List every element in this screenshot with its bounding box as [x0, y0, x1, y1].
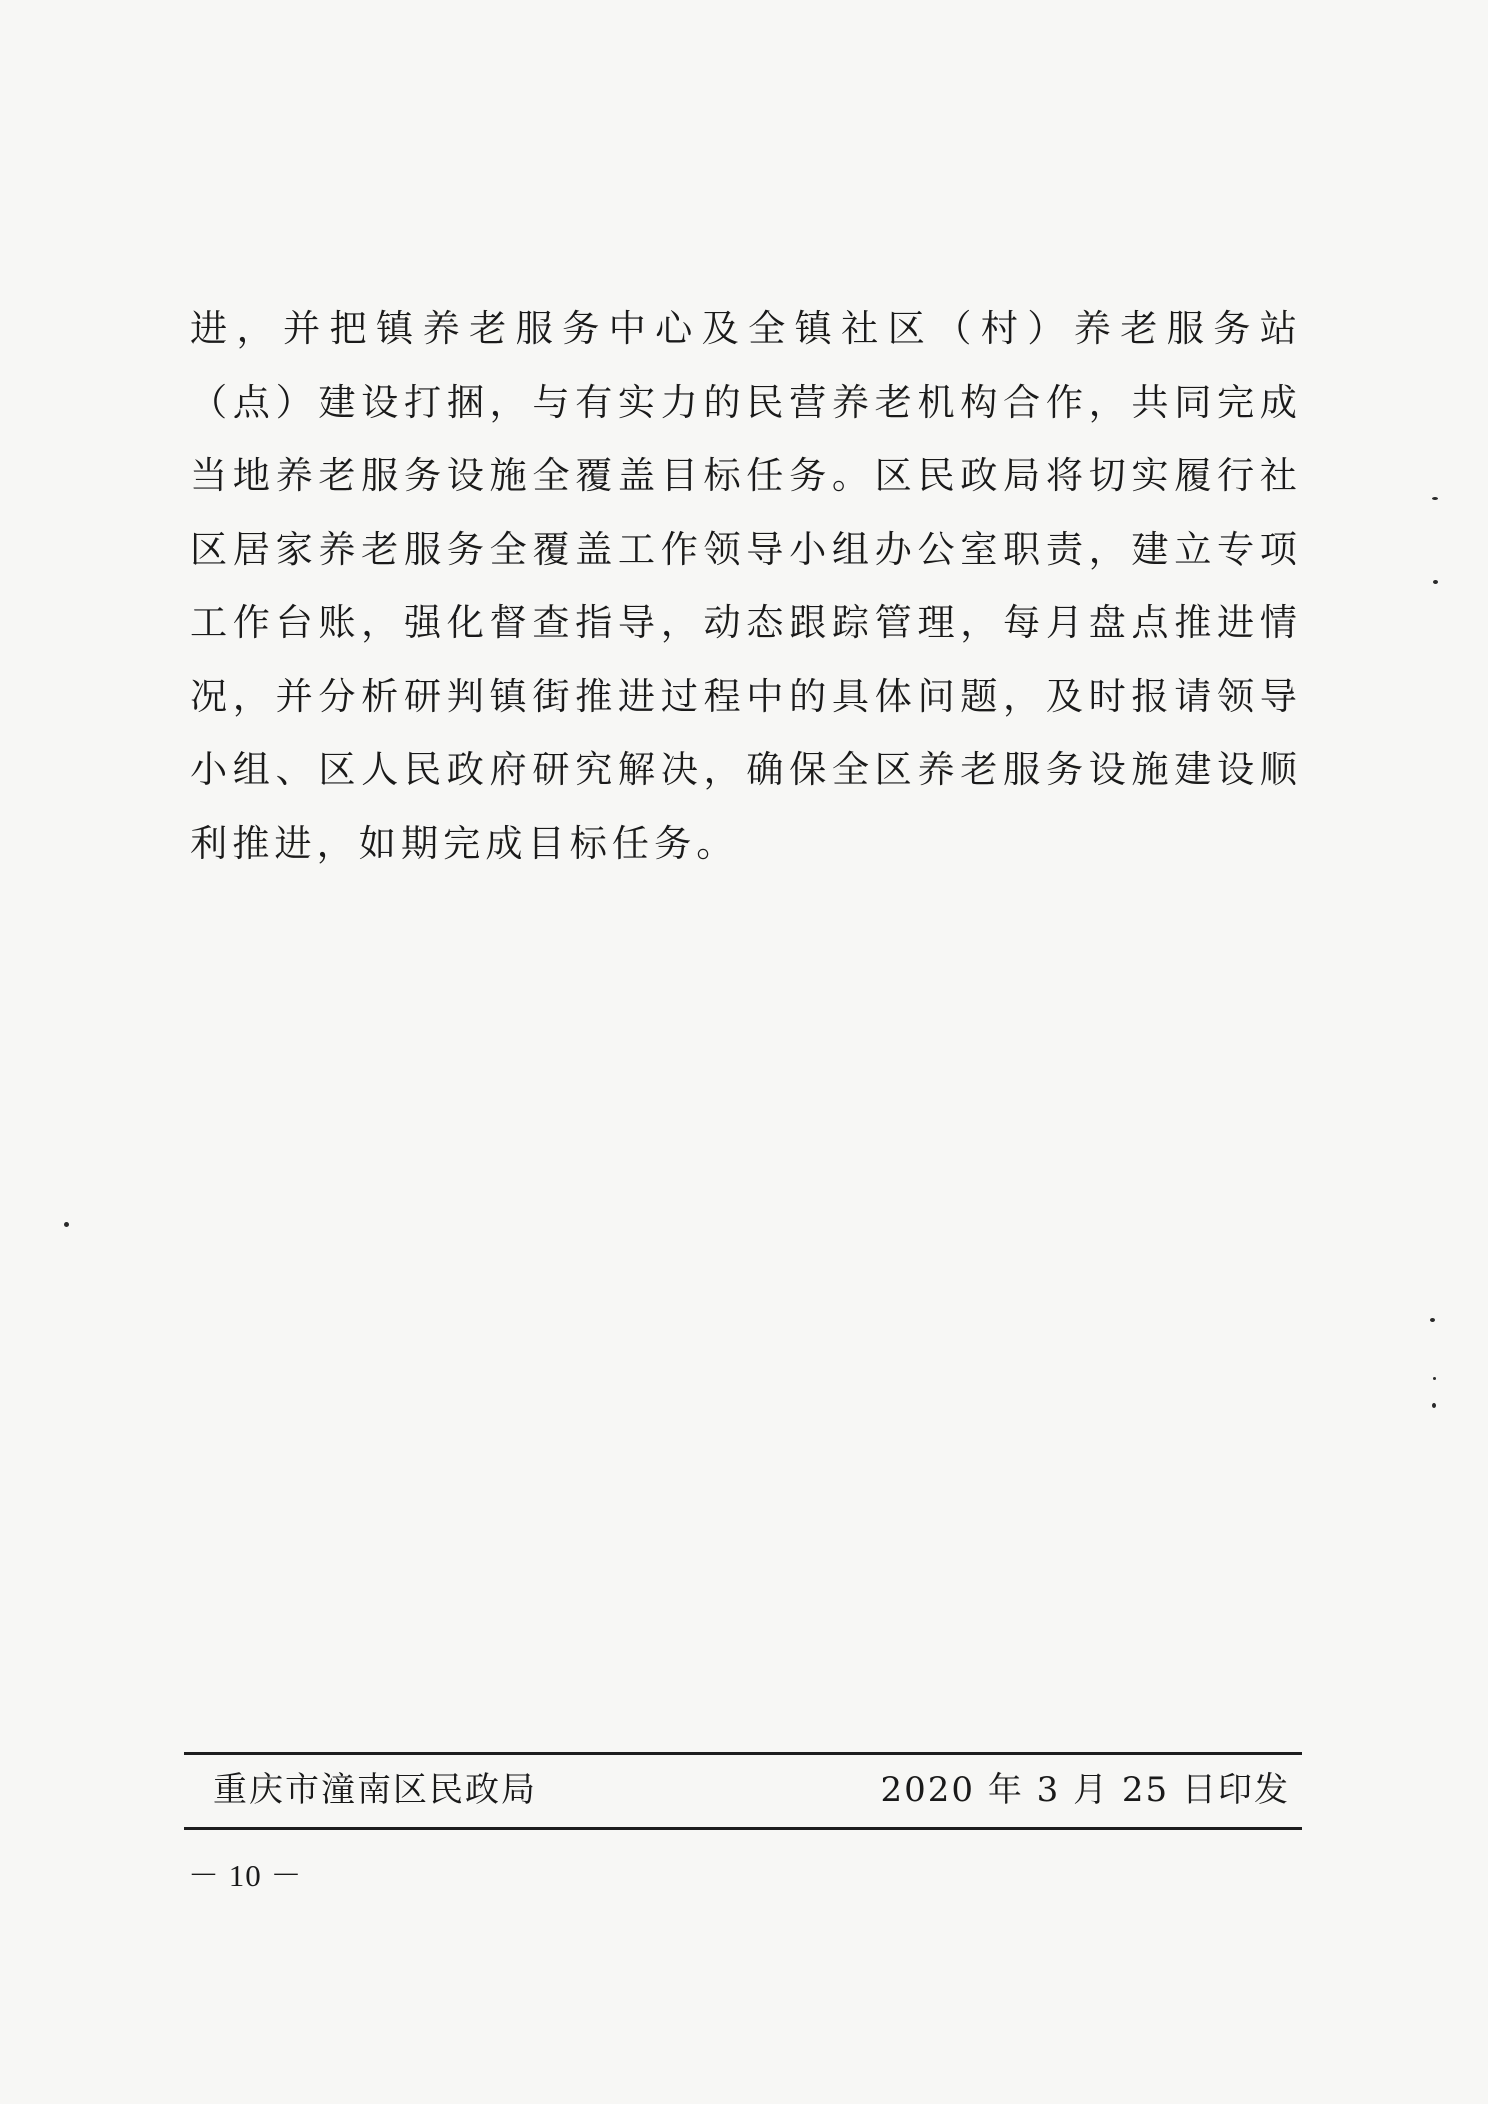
scan-speck: [1432, 497, 1438, 500]
footer-bottom-rule: [184, 1827, 1302, 1830]
scan-speck: [1430, 1318, 1435, 1322]
issuer-name: 重庆市潼南区民政局: [213, 1770, 537, 1810]
page-number: － 10 －: [188, 1858, 303, 1893]
issue-date: 2020 年 3 月 25 日印发: [880, 1770, 1290, 1810]
body-paragraph: 进，并把镇养老服务中心及全镇社区（村）养老服务站（点）建设打捆，与有实力的民营养老机构合作，共同完成当地养老服务设施全覆盖目标任务。区民政局将切实履行社区居家养老服务全覆盖工作领导小组办公室职责，建立专项工作台账，强化督查指导，动态跟踪管理，每月盘点推进情况，并分析研判镇街推进过程中的具体问题，及时报请领导小组、区人民政府研究解决，确保全区养老服务设施建设顺利推进，如期完成目标任务。: [190, 306, 1302, 865]
scan-speck: [1432, 1403, 1436, 1408]
scan-speck: [64, 1222, 69, 1227]
footer-top-rule: [184, 1752, 1302, 1755]
scan-speck: [1433, 1377, 1436, 1380]
scan-speck: [1433, 580, 1438, 584]
